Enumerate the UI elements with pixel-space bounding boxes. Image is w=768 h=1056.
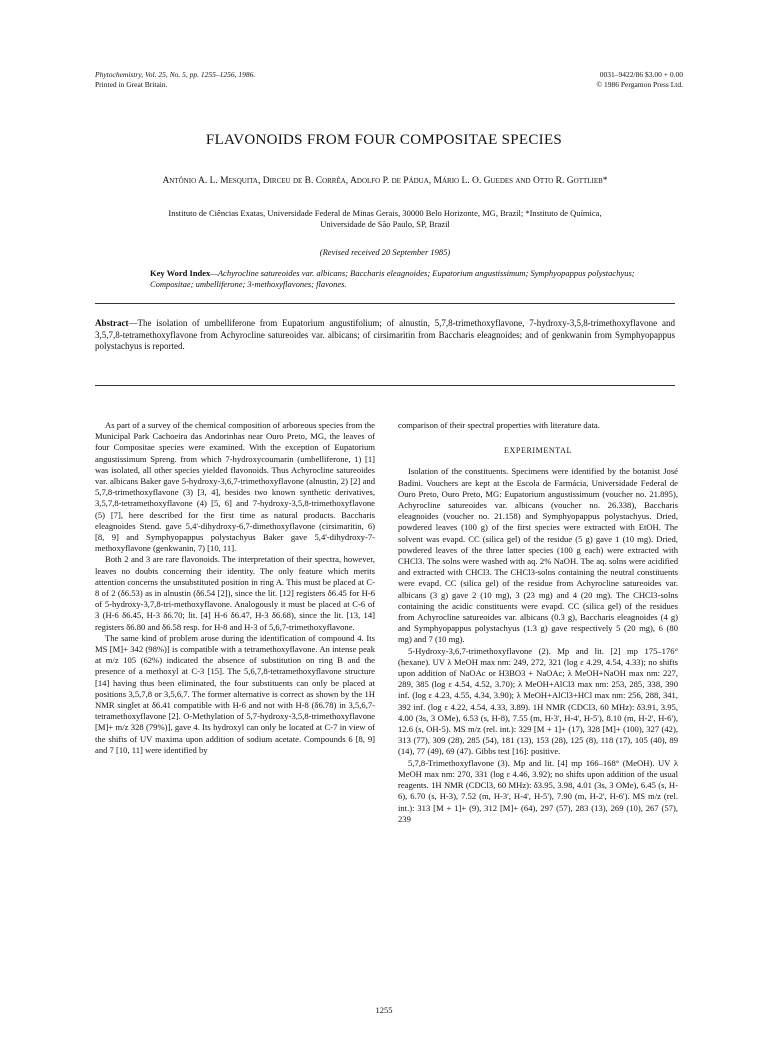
right-column [398, 420, 678, 825]
body-paragraph: The same kind of problem arose during the identification of compound 4. Its MS [M]+ 342 (98%)] is compatible with a tetramethoxyflavone. An intense peak at m/z 105 (62%) indicated the absence of substitution on ring B and the presence of a methoxyl at C-3 [15]. The 5,6,7,8-tetramethoxyflavone structure [14] having thus been eliminated, the four substituents can only be placed at positions 3,5,7,8 or 3,5,6,7. The former alternative is correct as shown by the 1H NMR singlet at δ6.41 compatible with H-6 and not with H-8 (δ6.78) in 3,5,6,7-tetramethoxyflavone [2]. O-Methylation of 5,7-hydroxy-3,5,8-trimethoxyflavone [M]+ m/z 328 (79%)], gave 4. Its hydroxyl can only be located at C-7 in view of the shifts of UV maxima upon addition of sodium acetate. Compounds 6 [8, 9] and 7 [10, 11] were identified by [95, 632, 375, 755]
divider [95, 303, 675, 304]
abstract [95, 318, 675, 353]
affiliation [95, 208, 675, 230]
keyword-index [150, 268, 670, 290]
affiliation-line: Instituto de Ciências Exatas, Universidade Federal de Minas Gerais, 30000 Belo Horizonte, MG, Brazil; *Instituto de Química, [168, 208, 602, 218]
body-paragraph: Isolation of the constituents. Specimens were identified by the botanist José Badini. Vouchers are kept at the Escola de Farmácia, Universidade Federal de Ouro Preto, Ouro Preto, MG: Eupatorium angustissimum (voucher no. 21.895), Achyrocline satureoides var. albicans (voucher no. 26.338), Baccharis eleagnoides (voucher no. 21.158) and Symphyopappus polystachyus. Dried, powdered leaves (100 g) of the first species were extracted with EtOH. The solvent was evapd. CC (silica gel) of the residue (5 g) gave 1 (10 mg). Dried, powdered leaves of the three latter species (100 g each) were extracted with CHCl3. The solns were washed with aq. 2% NaOH. The aq. solns were acidified and extracted with CHCl3. The CHCl3-solns containing the neutral constituents were evapd. CC (silica gel) of the residue from Achyrocline satureoides var. albicans (3 g) gave 2 (10 mg), 3 (23 mg) and 4 (20 mg). The CHCl3-solns containing the acidic constituents were evapd. CC (silica gel) of the residues from Achyrocline satureoides var. albicans (0.3 g), Baccharis eleagnoides (4 g) and Symphyopappus polystachyus (1.3 g) gave respectively 5 (20 mg), 6 (80 mg) and 7 (10 mg). [398, 466, 678, 645]
keyword-label: Key Word Index [150, 268, 211, 278]
body-paragraph: As part of a survey of the chemical composition of arboreous species from the Municipal Park Cachoeira das Andorinhas near Ouro Preto, MG, the leaves of four Compositae species were examined. With the exception of Eupatorium angustissimum Spreng. from which 7-hydroxycoumarin (umbelliferone, 1) [1] was isolated, all other species yielded flavonoids. Thus Achyrocline satureoides var. albicans Baker gave 5-hydroxy-3,6,7-trimethoxyflavone (alnustin, 2) [2] and 5,7,8-trimethoxyflavone (3) [3, 4], besides two known synthetic derivatives, 3,5,7,8-tetramethoxyflavone (4) [5, 6] and 7-hydroxy-3,5,8-trimethoxyflavone (5) [7], here described for the first time as natural products. Baccharis eleagnoides Stend. gave 5,4'-dihydroxy-6,7-dimethoxyflavone (cirsimaritin, 6) [8, 9] and Symphyopappus polystachyus Baker gave 5,4'-dihydroxy-7-methoxyflavone (genkwanin, 7) [10, 11]. [95, 420, 375, 554]
body-paragraph: comparison of their spectral properties with literature data. [398, 420, 600, 430]
left-column [95, 420, 375, 756]
issn-line: 0031–9422/86 $3.00 + 0.00 [599, 70, 683, 79]
section-heading: EXPERIMENTAL [504, 446, 572, 456]
affiliation-line: Universidade de São Paulo, SP, Brazil [320, 219, 450, 229]
body-paragraph: Both 2 and 3 are rare flavonoids. The interpretation of their spectra, however, leaves no doubts concerning their identity. The only feature which merits attention concerns the unsubstituted position in ring A. This must be placed at C-8 of 2 (δ6.53) as in alnustin (δ6.54 [2]), since the lit. [12] registers δ6.45 for H-6 of 5-hydroxy-3,7,8-tri-methoxyflavone. Analogously it must be placed at C-6 of 3 (H-6 δ6.45, H-3 δ6.70; lit. [4] H-6 δ6.47, H-3 δ6.68), since the lit. [13, 14] registers δ6.80 and δ6.58 resp. for H-8 and H-3 of 5,6,7-trimethoxyflavone. [95, 554, 375, 632]
revised-date: (Revised received 20 September 1985) [319, 247, 451, 257]
divider [95, 385, 675, 386]
printed-line: Printed in Great Britain. [95, 80, 168, 89]
abstract-text: —The isolation of umbelliferone from Eupatorium angustifolium; of alnustin, 5,7,8-trimethoxyflavone, 7-hydroxy-3,5,8-trimethoxyflavone and 3,5,7,8-tetramethoxyflavone from Achyrocline satureoides var. albicans; of cirsimaritin from Baccharis eleagnoides; and of genkwanin from Symphyopappus polystachyus is reported. [95, 318, 675, 351]
author-list: Antônio A. L. Mesquita, Dirceu de B. Corrêa, Adolfo P. de Pádua, Mário L. O. Guedes and Otto R. Gottlieb* [162, 176, 608, 186]
copyright-line: © 1986 Pergamon Press Ltd. [596, 80, 683, 89]
abstract-label: Abstract [95, 318, 129, 328]
journal-citation [95, 70, 255, 90]
page-number: 1255 [375, 1005, 393, 1015]
keyword-text: —Achyrocline satureoides var. albicans; Baccharis eleagnoides; Eupatorium angustissimum; Symphyopappus polystachyus; Compositae; umbelliferone; 3-methoxyflavones; flavones. [150, 268, 635, 289]
publisher-code [596, 70, 683, 90]
paper-title: FLAVONOIDS FROM FOUR COMPOSITAE SPECIES [205, 132, 563, 148]
journal-line: Phytochemistry, Vol. 25, No. 5, pp. 1255–1256, 1986. [95, 70, 256, 79]
body-paragraph: 5-Hydroxy-3,6,7-trimethoxyflavone (2). Mp and lit. [2] mp 175–176° (hexane). UV λ MeOH max nm: 249, 272, 321 (log ε 4.29, 4.54, 4.33); no shifts upon addition of NaOAc or H3BO3 + NaOAc; λ MeOH+NaOH max nm: 227, 289, 385 (log ε 4.54, 4.52, 3.70); λ MeOH+AlCl3 max nm: 253, 285, 338, 390 inf. (log ε 4.23, 4.55, 4.34, 3.90); λ MeOH+AlCl3+HCl max nm: 256, 288, 341, 392 inf. (log ε 4.22, 4.54, 4.33, 3.89). 1H NMR (CDCl3, 60 MHz): δ3.91, 3.95, 4.00 (3s, 3 OMe), 6.53 (s, H-8), 7.55 (m, H-3', H-4', H-5'), 8.10 (m, H-2', H-6'), 12.6 (s, OH-5). MS m/z (rel. int.): 329 [M + 1]+ (17), 328 [M]+ (100), 327 (42), 313 (77), 309 (28), 285 (54), 181 (13), 153 (28), 125 (8), 118 (17), 105 (40), 89 (14), 77 (49), 69 (47). Gibbs test [16]: positive. [398, 645, 678, 757]
body-paragraph: 5,7,8-Trimethoxyflavone (3). Mp and lit. [4] mp 166–168° (MeOH). UV λ MeOH max nm: 270, 331 (log ε 4.46, 3.92); no shifts upon addition of the usual reagents. 1H NMR (CDCl3, 60 MHz): δ3.95, 3.98, 4.01 (3s, 3 OMe), 6.45 (s, H-6), 6.70 (s, H-3), 7.52 (m, H-3', H-4', H-5'), 7.90 (m, H-2', H-6'). MS m/z (rel. int.): 313 [M + 1]+ (9), 312 [M]+ (64), 297 (57), 283 (13), 269 (10), 267 (57), 239 [398, 757, 678, 824]
